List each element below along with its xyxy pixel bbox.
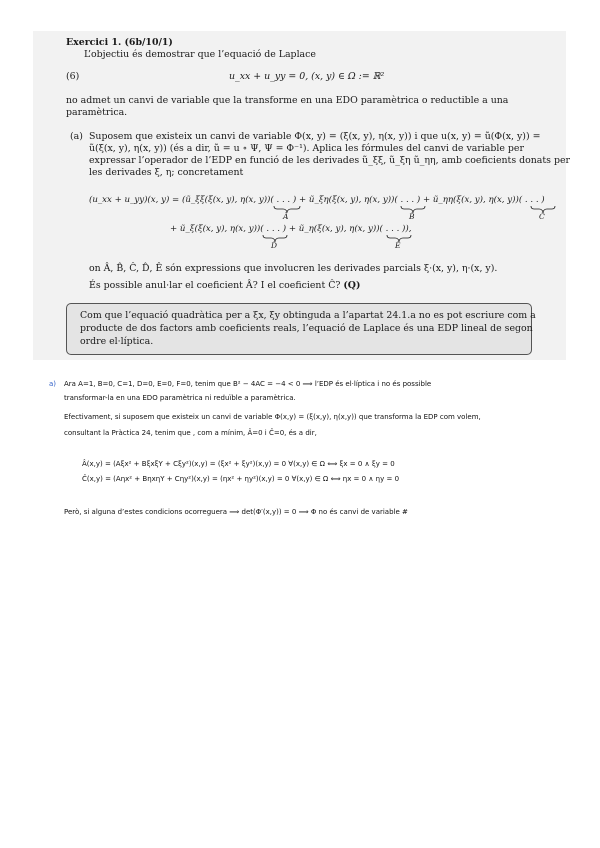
operator-expression-line1: (u_xx + u_yy)(x, y) = (ũ_ξξ(ξ(x, y), η(x, y))( . . . ) + ũ_ξη(ξ(x, y), η(x, y))( . . . ) + ũ_ηη(ξ(x, y), η(x, y))( . . . ) [89,195,545,205]
handwritten-line: consultant la Pràctica 24, tenim que , com a mínim, Â=0 i Ĉ=0, és a dir, [64,429,317,437]
laplace-equation: u_xx + u_yy = 0, (x, y) ∈ Ω := ℝ² [229,71,385,82]
operator-expression-line2: + ũ_ξ(ξ(x, y), η(x, y))( . . . ) + ũ_η(ξ(x, y), η(x, y))( . . . )), [170,224,412,234]
equation-number: (6) [66,71,80,82]
answer-box-line: producte de dos factors amb coeficients reals, l’equació de Laplace és una EDP lineal de segon [80,323,533,334]
exercise-intro: L’objectiu és demostrar que l’equació de Laplace [84,49,316,60]
paragraph-line: no admet un canvi de variable que la transforme en una EDO paramètrica o reductible a una [66,95,509,106]
handwritten-label: a) [49,380,57,388]
handwritten-line: Efectivament, si suposem que existeix un canvi de variable Φ(x,y) = (ξ(x,y), η(x,y)) que transforma la EDP com volem, [64,413,481,421]
part-a-line: expressar l’operador de l’EDP en funció de les derivades ũ_ξξ, ũ_ξη ũ_ηη, amb coeficients donats per [89,155,570,166]
question-text: És possible anul·lar el coeficient Â? I el coeficient Ĉ? [89,280,341,291]
answer-box-line: ordre el·líptica. [80,336,154,347]
question-line [89,280,360,292]
handwritten-equation: Â(x,y) = (Aξx² + BξxξY + Cξy²)(x,y) = (ξx² + ξy²)(x,y) = 0 ∀(x,y) ∈ Ω ⟺ ξx = 0 ∧ ξy = 0 [82,460,395,468]
answer-box [66,303,536,355]
question-tag: (Q) [343,280,361,291]
part-a-line: Suposem que existeix un canvi de variable Φ(x, y) = (ξ(x, y), η(x, y)) i que u(x, y) = ũ(Φ(x, y)) = [89,131,541,142]
brace-label-a: Â [283,212,289,221]
part-a-line: ũ(ξ(x, y), η(x, y)) (és a dir, ũ = u ∘ Ψ, Ψ = Φ⁻¹). Aplica les fórmules del canvi de variable per [89,143,524,154]
brace-label-c: Ĉ [539,212,545,221]
part-a-label: (a) [70,131,83,142]
brace-label-b: B̂ [409,212,415,221]
part-a-line: les derivades ξ, η; concretament [89,167,244,178]
exercise-header: Exercici 1. (6b/10/1) [66,37,173,48]
handwritten-line: Ara A=1, B=0, C=1, D=0, E=0, F=0, tenim que B² − 4AC = −4 < 0 ⟹ l’EDP és el·líptica i no és possible [64,380,432,388]
paragraph-line: paramètrica. [66,107,128,118]
handwritten-line: transformar-la en una EDO paramètrica ni reduïble a paramètrica. [64,394,296,402]
answer-box-line: Com que l’equació quadràtica per a ξx, ξy obtinguda a l’apartat 24.1.a no es pot escriure com a [80,310,536,321]
handwritten-equation: Ĉ(x,y) = (Aηx² + BηxηY + Cηy²)(x,y) = (ηx² + ηy²)(x,y) = 0 ∀(x,y) ∈ Ω ⟺ ηx = 0 ∧ ηy = 0 [82,475,400,483]
coefficients-note: on Â, B̂, Ĉ, D̂, Ê són expressions que involucren les derivades parcials ξ·(x, y), η·(x, y). [89,263,498,274]
brace-label-d: D̂ [271,241,278,250]
handwritten-conclusion: Però, si alguna d’estes condicions ocorreguera ⟹ det(Φ′(x,y)) = 0 ⟹ Φ no és canvi de variable # [64,508,408,516]
brace-label-e: Ê [395,241,401,250]
